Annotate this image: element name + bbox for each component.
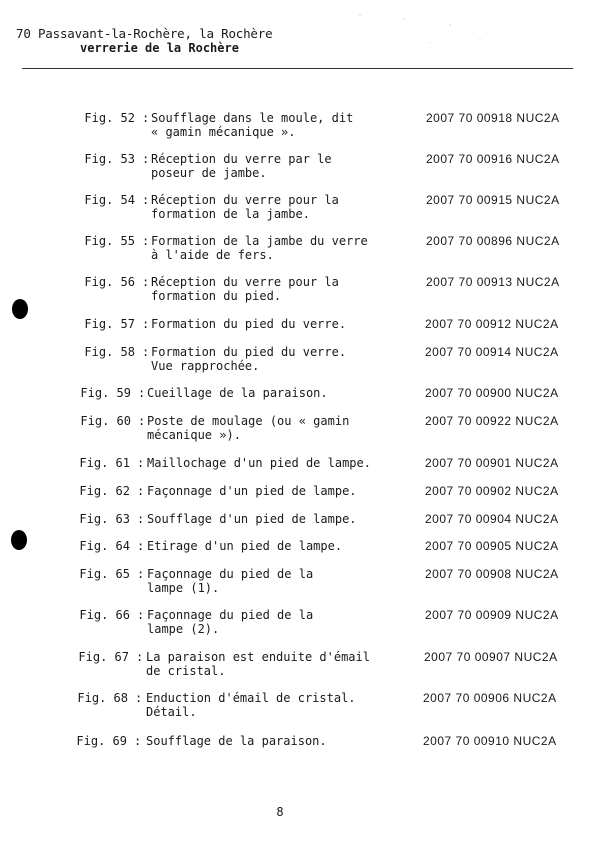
separator-colon: : (136, 650, 144, 664)
separator-colon: : (135, 691, 143, 705)
separator-colon: : (137, 539, 145, 553)
header-subject: verrerie de la Rochère (80, 41, 239, 55)
inventory-reference: 2007 70 00918 NUC2A (426, 111, 560, 125)
separator-colon: : (137, 608, 145, 622)
inventory-reference: 2007 70 00908 NUC2A (425, 567, 559, 581)
separator-colon: : (138, 414, 146, 428)
separator-colon: : (137, 567, 145, 581)
figure-caption: Façonnage d'un pied de lampe. (147, 484, 357, 498)
figure-number: Fig. 62 (79, 484, 130, 498)
separator-colon: : (138, 386, 146, 400)
figure-number: Fig. 66 (79, 608, 130, 622)
inventory-reference: 2007 70 00906 NUC2A (423, 691, 557, 705)
inventory-reference: 2007 70 00905 NUC2A (425, 539, 559, 553)
inventory-reference: 2007 70 00901 NUC2A (425, 456, 559, 470)
figure-caption: Réception du verre pour la formation de la jambe. (151, 193, 339, 221)
figure-caption: La paraison est enduite d'émail de cristal. (146, 650, 370, 678)
figure-number: Fig. 54 (84, 193, 135, 207)
figure-caption: Enduction d'émail de cristal. Détail. (146, 691, 356, 719)
inventory-reference: 2007 70 00907 NUC2A (424, 650, 558, 664)
figure-caption: Soufflage dans le moule, dit « gamin mécanique ». (151, 111, 354, 139)
inventory-reference: 2007 70 00902 NUC2A (425, 484, 559, 498)
figure-caption: Façonnage du pied de la lampe (2). (147, 608, 314, 636)
figure-caption: Soufflage de la paraison. (146, 734, 327, 748)
figure-number: Fig. 68 (77, 691, 128, 705)
figure-number: Fig. 53 (84, 152, 135, 166)
figure-number: Fig. 55 (84, 234, 135, 248)
inventory-reference: 2007 70 00914 NUC2A (425, 345, 559, 359)
figure-caption: Poste de moulage (ou « gamin mécanique »). (147, 414, 350, 442)
inventory-reference: 2007 70 00916 NUC2A (426, 152, 560, 166)
inventory-reference: 2007 70 00922 NUC2A (425, 414, 559, 428)
inventory-reference: 2007 70 00910 NUC2A (423, 734, 557, 748)
figure-number: Fig. 59 (80, 386, 131, 400)
figure-number: Fig. 67 (78, 650, 129, 664)
inventory-reference: 2007 70 00904 NUC2A (425, 512, 559, 526)
figure-caption: Formation du pied du verre. Vue rapprochée. (151, 345, 347, 373)
separator-colon: : (142, 193, 150, 207)
inventory-reference: 2007 70 00909 NUC2A (425, 608, 559, 622)
figure-number: Fig. 69 (76, 734, 127, 748)
inventory-reference: 2007 70 00912 NUC2A (425, 317, 559, 331)
separator-colon: : (142, 317, 150, 331)
figure-number: Fig. 61 (79, 456, 130, 470)
page-number: 8 (276, 805, 284, 819)
separator-colon: : (142, 152, 150, 166)
inventory-reference: 2007 70 00900 NUC2A (425, 386, 559, 400)
figure-caption: Cueillage de la paraison. (147, 386, 328, 400)
figure-caption: Soufflage d'un pied de lampe. (147, 512, 357, 526)
figure-number: Fig. 60 (80, 414, 131, 428)
figure-number: Fig. 56 (84, 275, 135, 289)
figure-number: Fig. 52 (84, 111, 135, 125)
figure-number: Fig. 63 (79, 512, 130, 526)
figure-number: Fig. 64 (79, 539, 130, 553)
separator-colon: : (137, 512, 145, 526)
figure-caption: Façonnage du pied de la lampe (1). (147, 567, 314, 595)
figure-caption: Etirage d'un pied de lampe. (147, 539, 343, 553)
separator-colon: : (142, 111, 150, 125)
figure-number: Fig. 57 (84, 317, 135, 331)
figure-number: Fig. 58 (84, 345, 135, 359)
figure-caption: Réception du verre par le poseur de jambe. (151, 152, 332, 180)
figure-caption: Formation de la jambe du verre à l'aide de fers. (151, 234, 368, 262)
figure-caption: Maillochage d'un pied de lampe. (147, 456, 371, 470)
separator-colon: : (137, 456, 145, 470)
header-location: 70 Passavant-la-Rochère, la Rochère (16, 26, 273, 41)
inventory-reference: 2007 70 00896 NUC2A (426, 234, 560, 248)
inventory-reference: 2007 70 00913 NUC2A (426, 275, 560, 289)
figure-caption: Formation du pied du verre. (151, 317, 347, 331)
separator-colon: : (142, 345, 150, 359)
inventory-reference: 2007 70 00915 NUC2A (426, 193, 560, 207)
figure-number: Fig. 65 (79, 567, 130, 581)
separator-colon: : (134, 734, 142, 748)
figure-caption: Réception du verre pour la formation du pied. (151, 275, 339, 303)
separator-colon: : (142, 275, 150, 289)
separator-colon: : (137, 484, 145, 498)
separator-colon: : (142, 234, 150, 248)
